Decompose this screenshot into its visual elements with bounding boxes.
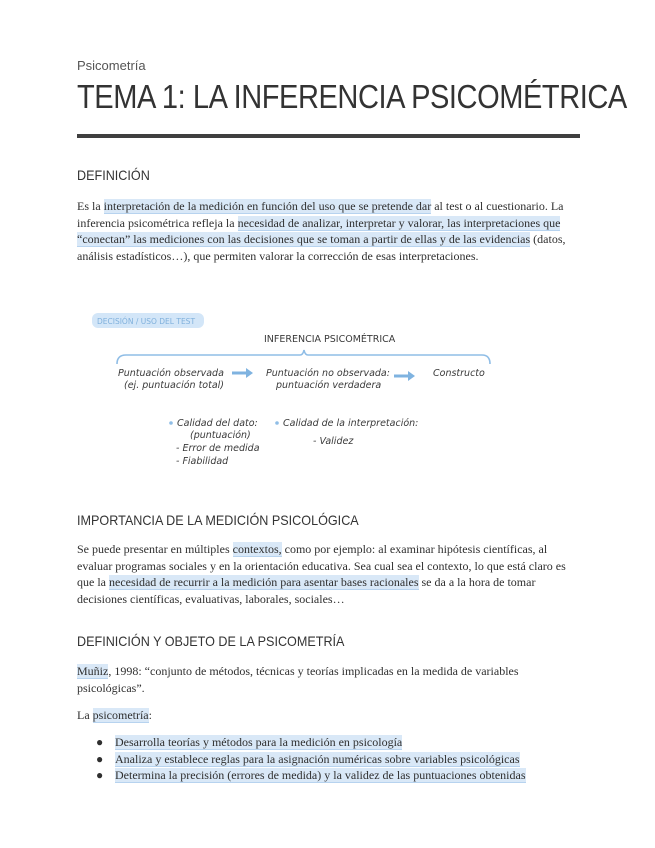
author-highlight: Muñiz [77,664,109,678]
dot-quality-interp [275,421,279,425]
bullet-icon: ● [96,751,104,766]
text-segment: como por ejemplo: al examinar hipótesis científicas, al evaluar programas sociales y en la orientación educativa. Sea cual sea el contexto, lo que está claro es que la [77,542,566,589]
heading-definicion: DEFINICIÓN [77,167,150,183]
arrow-2-head [408,371,415,381]
paragraph-muniz [77,663,580,696]
paragraph-psicometria-lead [77,707,580,724]
bullet-icon: ● [96,735,104,749]
subject-label: Psicometría [77,58,146,73]
text-segment: : [148,708,152,722]
list-item [77,751,580,768]
bullet-icon: ● [96,768,104,782]
list-item [77,734,580,751]
heading-importancia: IMPORTANCIA DE LA MEDICIÓN PSICOLÓGICA [77,512,359,528]
quality-data-score: (puntuación) [190,430,251,441]
unobserved-score: Puntuación no observada: [266,368,390,379]
list-item [77,767,580,784]
text-segment: Se puede presentar en múltiples [77,542,233,556]
highlight-segment: psicometría [92,708,149,722]
diagram-title: INFERENCIA PSICOMÉTRICA [264,334,396,345]
text-segment: al test o al cuestionario. La inferencia psicométrica refleja la [77,199,564,230]
construct: Constructo [433,368,485,379]
page-title: TEMA 1: LA INFERENCIA PSICOMÉTRICA [77,78,627,115]
highlight-segment: necesidad de analizar, interpretar y valorar, las interpretaciones que “conectan” las mediciones con las decisiones que se toman a partir de ellas y de las evidencias [77,215,561,246]
quote-text: , 1998: “conjunto de métodos, técnicas y teorías implicadas en la medida de variables psicológicas”. [77,664,519,695]
text-segment: se da a la hora de tomar decisiones científicas, evaluativas, laborales, sociales… [77,575,536,606]
paragraph-importancia [77,541,580,607]
observed-score-example: (ej. puntuación total) [124,380,225,391]
brace [117,350,490,364]
list-item-text: Determina la precisión (errores de medida) y la validez de las puntuaciones obtenidas [115,768,526,782]
text-segment: La [77,708,93,722]
text-segment: (datos, análisis estadísticos…), que permiten valorar la corrección de esas interpretaciones. [77,232,566,263]
observed-score: Puntuación observada [118,368,224,379]
highlight-segment: interpretación de la medición en función del uso que se pretende dar [103,199,432,213]
list-item-text: Desarrolla teorías y métodos para la medición en psicología [115,735,403,749]
validity: - Validez [313,436,354,447]
list-item-text: Analiza y establece reglas para la asignación numéricas sobre variables psicológicas [115,751,520,766]
text-segment: Es la [77,199,104,213]
quality-data-error: - Error de medida [176,443,260,454]
quality-interpretation: Calidad de la interpretación: [283,418,419,429]
quality-data-reliability: - Fiabilidad [176,456,229,467]
decision-label: DECISIÓN / USO DEL TEST [97,317,196,326]
psicometria-bullet-list [77,734,580,784]
highlight-segment: necesidad de recurrir a la medición para asentar bases racionales [109,575,419,589]
true-score: puntuación verdadera [276,380,382,391]
arrow-1-head [246,368,253,378]
dot-quality-data [169,421,173,425]
quality-data: Calidad del dato: [177,418,258,429]
highlight-segment: contextos, [232,542,282,556]
heading-objeto: DEFINICIÓN Y OBJETO DE LA PSICOMETRÍA [77,633,345,649]
